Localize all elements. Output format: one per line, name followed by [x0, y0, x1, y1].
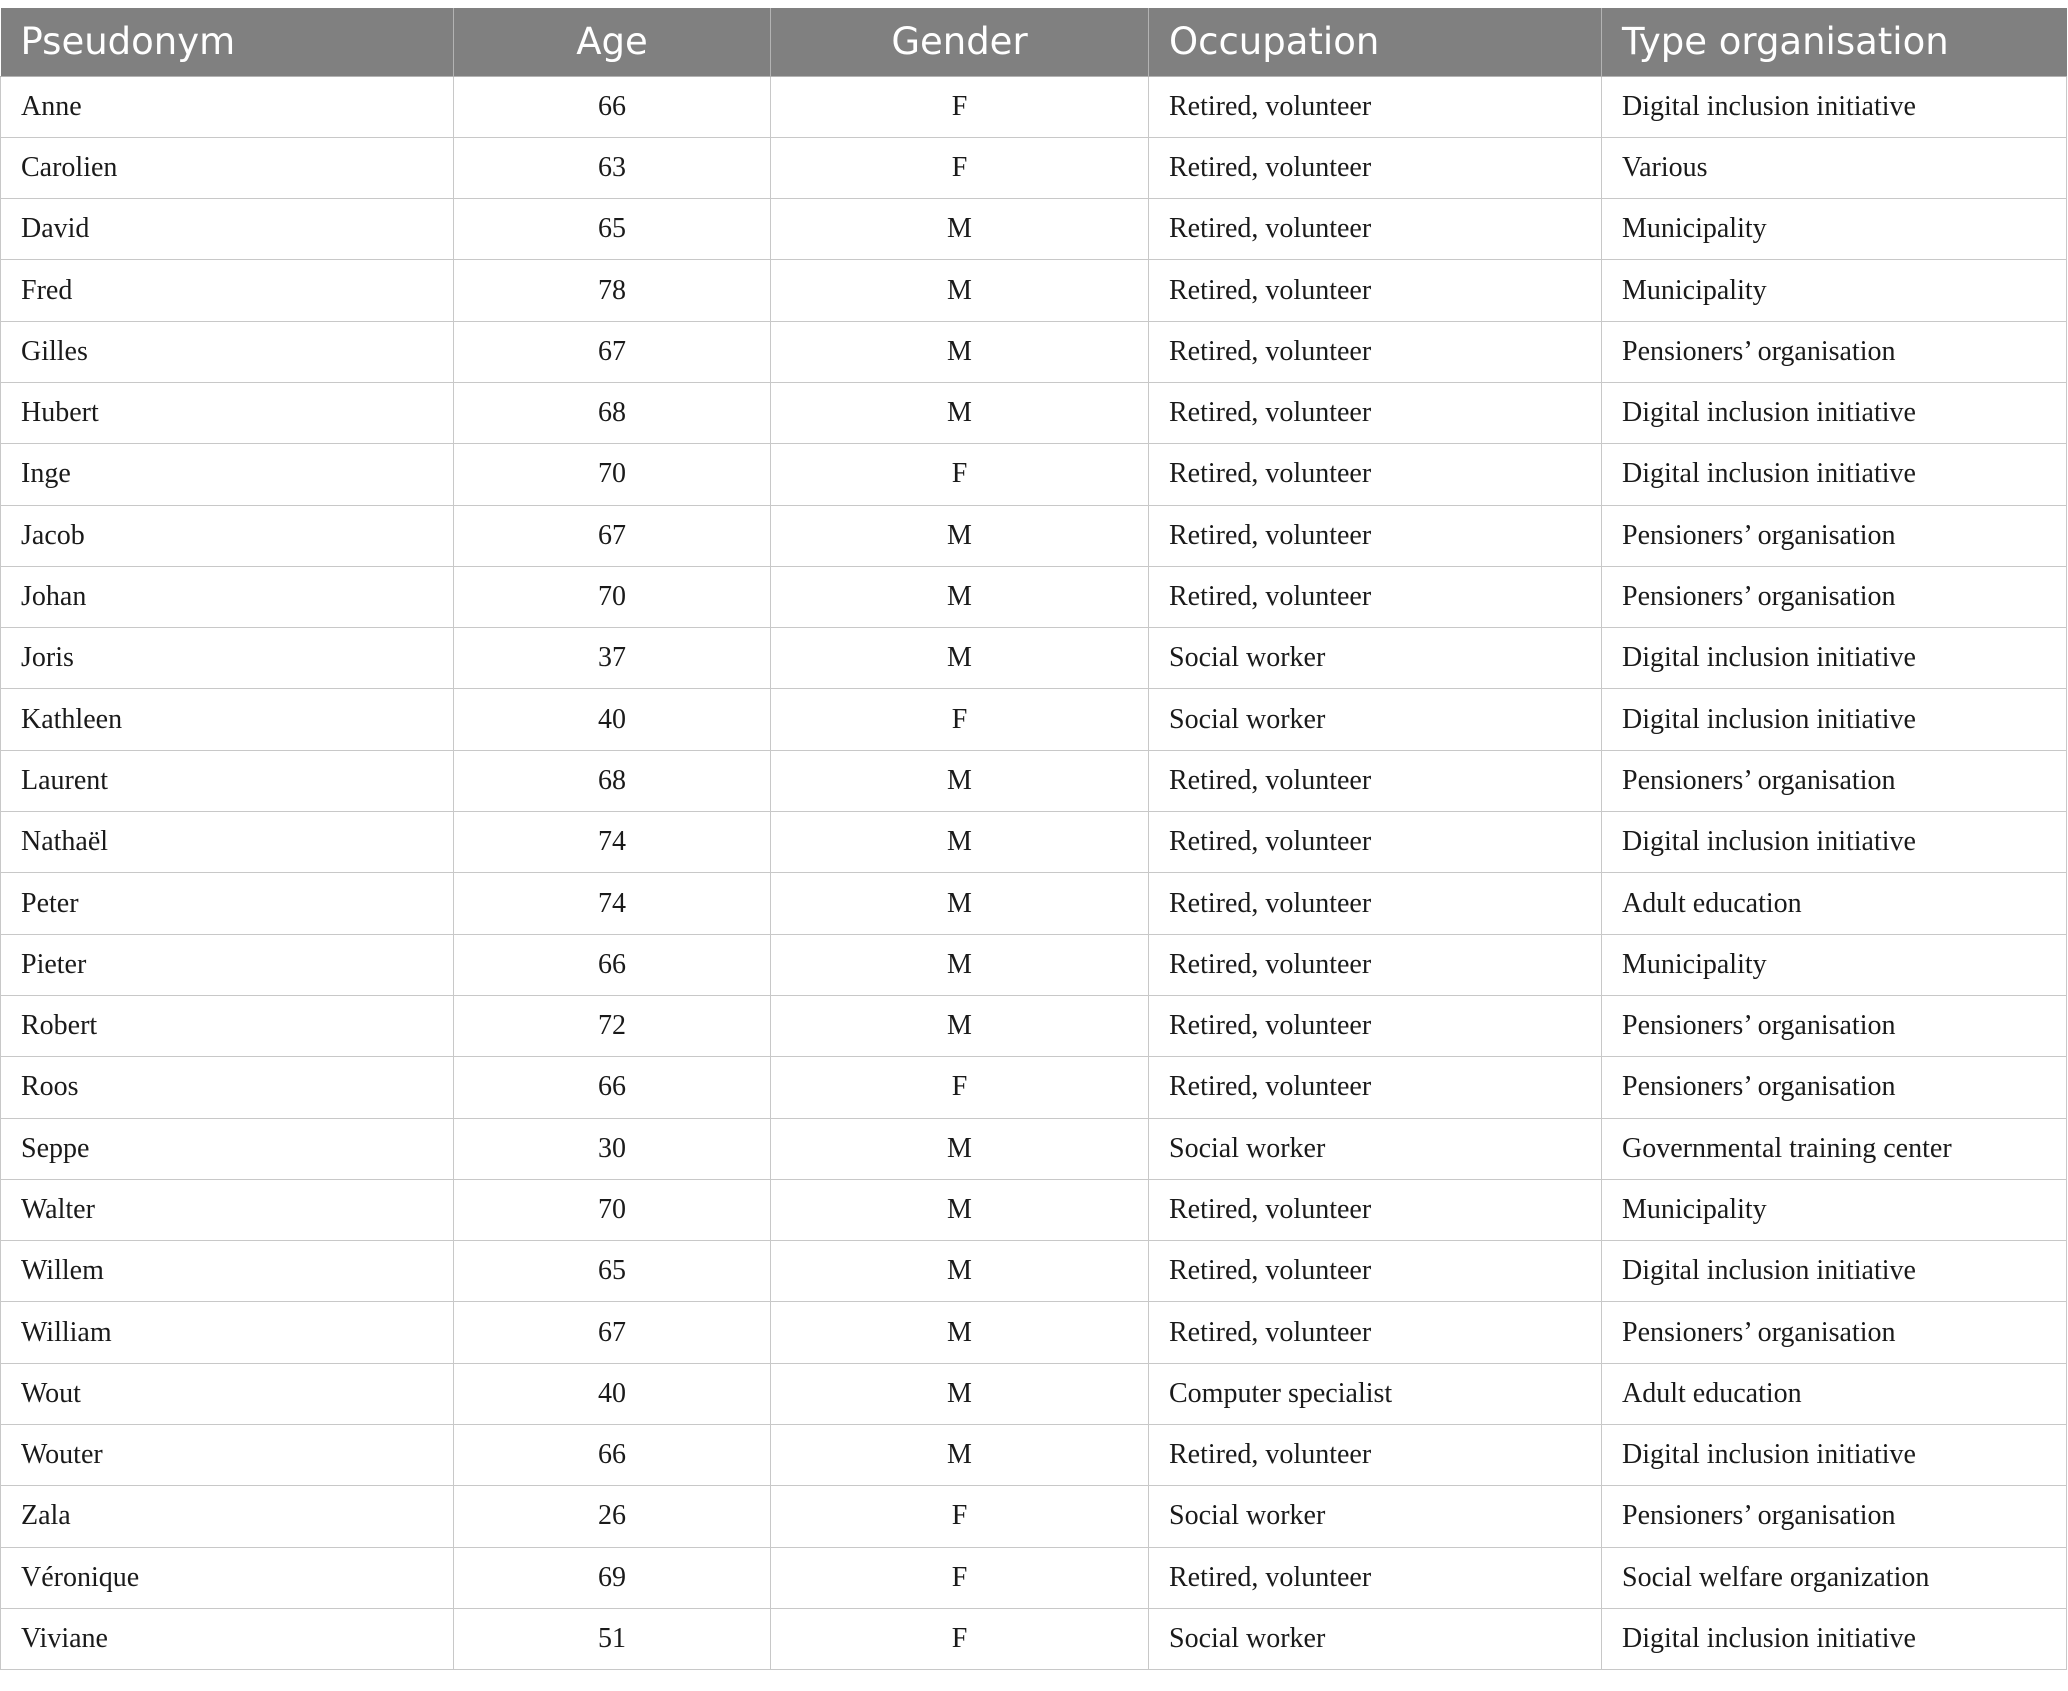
cell-age: 74 [454, 873, 771, 934]
cell-gender: M [771, 873, 1149, 934]
header-age: Age [454, 8, 771, 76]
participants-table [0, 8, 2067, 1670]
cell-gender: M [771, 505, 1149, 566]
cell-gender: F [771, 1547, 1149, 1608]
table-row [1, 199, 2067, 260]
cell-pseudonym: Johan [1, 566, 454, 627]
cell-age: 26 [454, 1486, 771, 1547]
cell-occupation: Retired, volunteer [1149, 76, 1602, 137]
cell-occupation: Retired, volunteer [1149, 1302, 1602, 1363]
cell-occupation: Retired, volunteer [1149, 566, 1602, 627]
cell-pseudonym: Peter [1, 873, 454, 934]
cell-type-organisation: Adult education [1602, 873, 2067, 934]
cell-gender: M [771, 995, 1149, 1056]
cell-pseudonym: Jacob [1, 505, 454, 566]
cell-occupation: Social worker [1149, 628, 1602, 689]
cell-type-organisation: Municipality [1602, 1179, 2067, 1240]
header-pseudonym: Pseudonym [1, 8, 454, 76]
cell-age: 51 [454, 1608, 771, 1669]
cell-type-organisation: Municipality [1602, 260, 2067, 321]
cell-occupation: Retired, volunteer [1149, 199, 1602, 260]
cell-type-organisation: Digital inclusion initiative [1602, 444, 2067, 505]
cell-age: 68 [454, 382, 771, 443]
cell-pseudonym: Joris [1, 628, 454, 689]
cell-occupation: Retired, volunteer [1149, 1425, 1602, 1486]
table-row [1, 382, 2067, 443]
cell-age: 67 [454, 1302, 771, 1363]
cell-pseudonym: Wout [1, 1363, 454, 1424]
cell-pseudonym: William [1, 1302, 454, 1363]
cell-pseudonym: Robert [1, 995, 454, 1056]
cell-type-organisation: Pensioners’ organisation [1602, 1302, 2067, 1363]
cell-gender: F [771, 1608, 1149, 1669]
table-body [1, 76, 2067, 1670]
cell-age: 63 [454, 137, 771, 198]
header-row [1, 8, 2067, 76]
cell-age: 67 [454, 321, 771, 382]
cell-type-organisation: Various [1602, 137, 2067, 198]
cell-gender: F [771, 689, 1149, 750]
cell-type-organisation: Pensioners’ organisation [1602, 1057, 2067, 1118]
cell-occupation: Retired, volunteer [1149, 382, 1602, 443]
cell-pseudonym: Willem [1, 1241, 454, 1302]
cell-occupation: Retired, volunteer [1149, 1241, 1602, 1302]
cell-type-organisation: Pensioners’ organisation [1602, 995, 2067, 1056]
cell-age: 74 [454, 812, 771, 873]
cell-type-organisation: Municipality [1602, 934, 2067, 995]
table-row [1, 444, 2067, 505]
cell-pseudonym: Roos [1, 1057, 454, 1118]
cell-age: 70 [454, 566, 771, 627]
cell-gender: M [771, 1118, 1149, 1179]
cell-occupation: Social worker [1149, 1118, 1602, 1179]
cell-age: 66 [454, 1057, 771, 1118]
cell-occupation: Social worker [1149, 1486, 1602, 1547]
cell-pseudonym: Hubert [1, 382, 454, 443]
cell-pseudonym: Zala [1, 1486, 454, 1547]
table-row [1, 689, 2067, 750]
cell-age: 70 [454, 444, 771, 505]
cell-gender: M [771, 1179, 1149, 1240]
cell-type-organisation: Governmental training center [1602, 1118, 2067, 1179]
cell-pseudonym: Fred [1, 260, 454, 321]
table-row [1, 934, 2067, 995]
cell-occupation: Retired, volunteer [1149, 934, 1602, 995]
cell-age: 68 [454, 750, 771, 811]
table-row [1, 1547, 2067, 1608]
cell-type-organisation: Digital inclusion initiative [1602, 1425, 2067, 1486]
table-row [1, 1425, 2067, 1486]
cell-type-organisation: Digital inclusion initiative [1602, 1241, 2067, 1302]
cell-age: 66 [454, 76, 771, 137]
cell-occupation: Retired, volunteer [1149, 321, 1602, 382]
cell-type-organisation: Social welfare organization [1602, 1547, 2067, 1608]
header-occupation: Occupation [1149, 8, 1602, 76]
cell-occupation: Retired, volunteer [1149, 750, 1602, 811]
cell-type-organisation: Digital inclusion initiative [1602, 76, 2067, 137]
cell-age: 67 [454, 505, 771, 566]
header-type-organisation: Type organisation [1602, 8, 2067, 76]
cell-age: 40 [454, 1363, 771, 1424]
cell-type-organisation: Digital inclusion initiative [1602, 812, 2067, 873]
cell-occupation: Retired, volunteer [1149, 260, 1602, 321]
cell-occupation: Social worker [1149, 1608, 1602, 1669]
cell-gender: M [771, 1425, 1149, 1486]
table-row [1, 321, 2067, 382]
cell-age: 65 [454, 1241, 771, 1302]
cell-occupation: Retired, volunteer [1149, 1547, 1602, 1608]
cell-gender: M [771, 1302, 1149, 1363]
cell-age: 78 [454, 260, 771, 321]
cell-type-organisation: Pensioners’ organisation [1602, 321, 2067, 382]
table-row [1, 1363, 2067, 1424]
table-row [1, 1118, 2067, 1179]
cell-pseudonym: Carolien [1, 137, 454, 198]
cell-type-organisation: Pensioners’ organisation [1602, 505, 2067, 566]
cell-gender: M [771, 566, 1149, 627]
table-row [1, 1057, 2067, 1118]
cell-gender: M [771, 812, 1149, 873]
cell-occupation: Retired, volunteer [1149, 444, 1602, 505]
cell-type-organisation: Pensioners’ organisation [1602, 1486, 2067, 1547]
cell-occupation: Retired, volunteer [1149, 1179, 1602, 1240]
table-row [1, 137, 2067, 198]
cell-pseudonym: Inge [1, 444, 454, 505]
cell-type-organisation: Digital inclusion initiative [1602, 689, 2067, 750]
table-row [1, 995, 2067, 1056]
cell-occupation: Retired, volunteer [1149, 1057, 1602, 1118]
cell-pseudonym: Laurent [1, 750, 454, 811]
cell-age: 72 [454, 995, 771, 1056]
cell-gender: M [771, 934, 1149, 995]
cell-gender: M [771, 321, 1149, 382]
cell-age: 69 [454, 1547, 771, 1608]
cell-gender: M [771, 1241, 1149, 1302]
cell-pseudonym: Viviane [1, 1608, 454, 1669]
table-row [1, 1608, 2067, 1669]
cell-pseudonym: Seppe [1, 1118, 454, 1179]
cell-type-organisation: Pensioners’ organisation [1602, 566, 2067, 627]
cell-gender: F [771, 137, 1149, 198]
cell-age: 40 [454, 689, 771, 750]
cell-age: 30 [454, 1118, 771, 1179]
cell-gender: M [771, 382, 1149, 443]
table-row [1, 260, 2067, 321]
cell-pseudonym: Nathaël [1, 812, 454, 873]
cell-occupation: Retired, volunteer [1149, 995, 1602, 1056]
table-row [1, 505, 2067, 566]
cell-type-organisation: Pensioners’ organisation [1602, 750, 2067, 811]
cell-gender: M [771, 260, 1149, 321]
cell-age: 70 [454, 1179, 771, 1240]
cell-pseudonym: Véronique [1, 1547, 454, 1608]
cell-occupation: Retired, volunteer [1149, 505, 1602, 566]
cell-gender: M [771, 199, 1149, 260]
cell-occupation: Social worker [1149, 689, 1602, 750]
table-header [1, 8, 2067, 76]
cell-gender: F [771, 444, 1149, 505]
cell-occupation: Computer specialist [1149, 1363, 1602, 1424]
cell-occupation: Retired, volunteer [1149, 137, 1602, 198]
cell-type-organisation: Municipality [1602, 199, 2067, 260]
table-row [1, 1486, 2067, 1547]
cell-occupation: Retired, volunteer [1149, 812, 1602, 873]
table-row [1, 750, 2067, 811]
cell-gender: F [771, 1057, 1149, 1118]
table-row [1, 1241, 2067, 1302]
cell-type-organisation: Adult education [1602, 1363, 2067, 1424]
cell-pseudonym: Walter [1, 1179, 454, 1240]
cell-gender: M [771, 750, 1149, 811]
cell-type-organisation: Digital inclusion initiative [1602, 628, 2067, 689]
cell-type-organisation: Digital inclusion initiative [1602, 382, 2067, 443]
table-row [1, 812, 2067, 873]
table-row [1, 1179, 2067, 1240]
cell-pseudonym: Wouter [1, 1425, 454, 1486]
cell-gender: F [771, 1486, 1149, 1547]
cell-age: 65 [454, 199, 771, 260]
cell-pseudonym: Kathleen [1, 689, 454, 750]
table-row [1, 566, 2067, 627]
cell-gender: F [771, 76, 1149, 137]
cell-gender: M [771, 1363, 1149, 1424]
cell-type-organisation: Digital inclusion initiative [1602, 1608, 2067, 1669]
cell-occupation: Retired, volunteer [1149, 873, 1602, 934]
table-row [1, 628, 2067, 689]
cell-pseudonym: Pieter [1, 934, 454, 995]
table-row [1, 76, 2067, 137]
cell-age: 66 [454, 934, 771, 995]
cell-pseudonym: Anne [1, 76, 454, 137]
cell-pseudonym: Gilles [1, 321, 454, 382]
cell-pseudonym: David [1, 199, 454, 260]
table-row [1, 1302, 2067, 1363]
cell-age: 66 [454, 1425, 771, 1486]
table-row [1, 873, 2067, 934]
cell-gender: M [771, 628, 1149, 689]
header-gender: Gender [771, 8, 1149, 76]
cell-age: 37 [454, 628, 771, 689]
